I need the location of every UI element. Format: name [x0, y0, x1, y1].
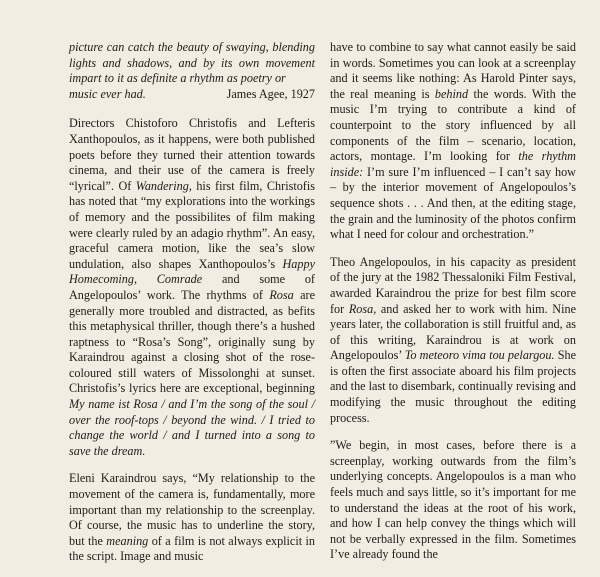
right-column [330, 40, 576, 575]
film-title-meteoro-vima: To meteoro vima tou pelargou. [404, 348, 555, 363]
text-run: Eleni Karaindrou says, “My relationship to the movement of the camera is, fundamentally, more important than my relationship to the screenplay. Of course, the music has to underline the story, but the [69, 471, 315, 548]
film-title-happy-homecoming: Happy Homecoming, Comrade [69, 256, 315, 287]
emphasis-behind: behind [434, 86, 469, 101]
film-title-rosa: Rosa [348, 301, 374, 316]
paragraph-angelopoulos [330, 255, 576, 427]
epigraph-attribution: James Agee, 1927 [226, 86, 315, 101]
paragraph-we-begin [330, 438, 576, 563]
left-column [69, 40, 315, 577]
text-run: Directors Chistoforo Christofis and Lefteris Xanthopoulos, as it happens, were both published poets before they turned their attention towards cinema, and their use of the camera is freely “lyrical”. Of [69, 116, 315, 193]
epigraph-closing [69, 87, 315, 103]
text-run: have to combine to say what cannot easily be said in words. Sometimes you can look at a screenplay and it seems like nothing: As Harold Pinter says, the real meaning is [330, 40, 576, 101]
text-run: of a film is not always explicit in the script. Image and music [69, 533, 316, 564]
song-lyrics: My name ist Rosa / and I’m the song of the soul / over the roof-tops / beyond the wind. / I tried to change the world / and I turned into a song to save the dream. [69, 397, 315, 458]
emphasis-meaning: meaning [106, 533, 149, 548]
emphasis-rhythm-inside: the rhythm inside: [330, 149, 576, 179]
text-run: and some of Angelopoulos’ work. The rhythms of [69, 272, 315, 302]
text-run: I’m sure I’m influenced – I can’t say how – by the interior movement of Angelopoulos’s sequence shots . . . And then, at the editing stage, the grain and the luminosity of the photos confirm what I need for colour and orchestration.” [330, 164, 576, 242]
film-title-rosa: Rosa [269, 287, 294, 302]
paragraph-directors [69, 116, 315, 459]
text-run: are generally more troubled and distracted, as befits this metaphysical thriller, though there’s a hushed raptness to “Rosa’s Song”, originally sung by Karaindrou against a closing shot of the rose-coloured still waters of Missolonghi at sunset. Christofis’s lyrics here are exceptional, beginning [69, 287, 315, 396]
epigraph-text: picture can catch the beauty of swaying, blending lights and shadows, and by its own movement impart to it as definite a rhythm as poetry or [69, 40, 315, 86]
paragraph-karaindrou-says [69, 471, 315, 565]
paragraph-screenplay [330, 40, 576, 243]
text-run: , his first film, Christofis has noted that “my explorations into the workings of memory and the possibilites of film making were clearly ruled by an adagio rhythm”. An easy, graceful camera motion, like the sea’s slow undulation, also shapes Xanthopoulos’s [69, 178, 315, 271]
text-run: She is often the first associate aboard his film projects and the last to disembark, continually revising and modifying the music throughout the editing process. [330, 348, 576, 425]
text-run: the words. With the music I’m trying to contribute a kind of counterpoint to the story influenced by all components of the film – scenario, location, actors, montage. I’m looking for [330, 86, 577, 164]
epigraph [69, 40, 315, 87]
text-run: Theo Angelopoulos, in his capacity as president of the jury at the 1982 Thessaloniki Film Festival, awarded Karaindrou the prize for best film score for [330, 254, 576, 316]
text-run: , and asked her to work with him. Nine years later, the collaboration is still fruitful and, as of this writing, Karaindrou is at work on Angelopoulos’ [330, 301, 576, 363]
epigraph-last-line: music ever had. [69, 86, 146, 101]
text-run: ”We begin, in most cases, before there is a screenplay, working outwards from the film’s underlying concepts. Angelopoulos is a man who feels much and says little, so it’s important for me to understand the ideas at the root of his work, and how I can help convey the things which will not be verbally expressed in the film. Sometimes I’ve already found the [330, 438, 576, 562]
film-title-wandering: Wandering [135, 178, 189, 193]
